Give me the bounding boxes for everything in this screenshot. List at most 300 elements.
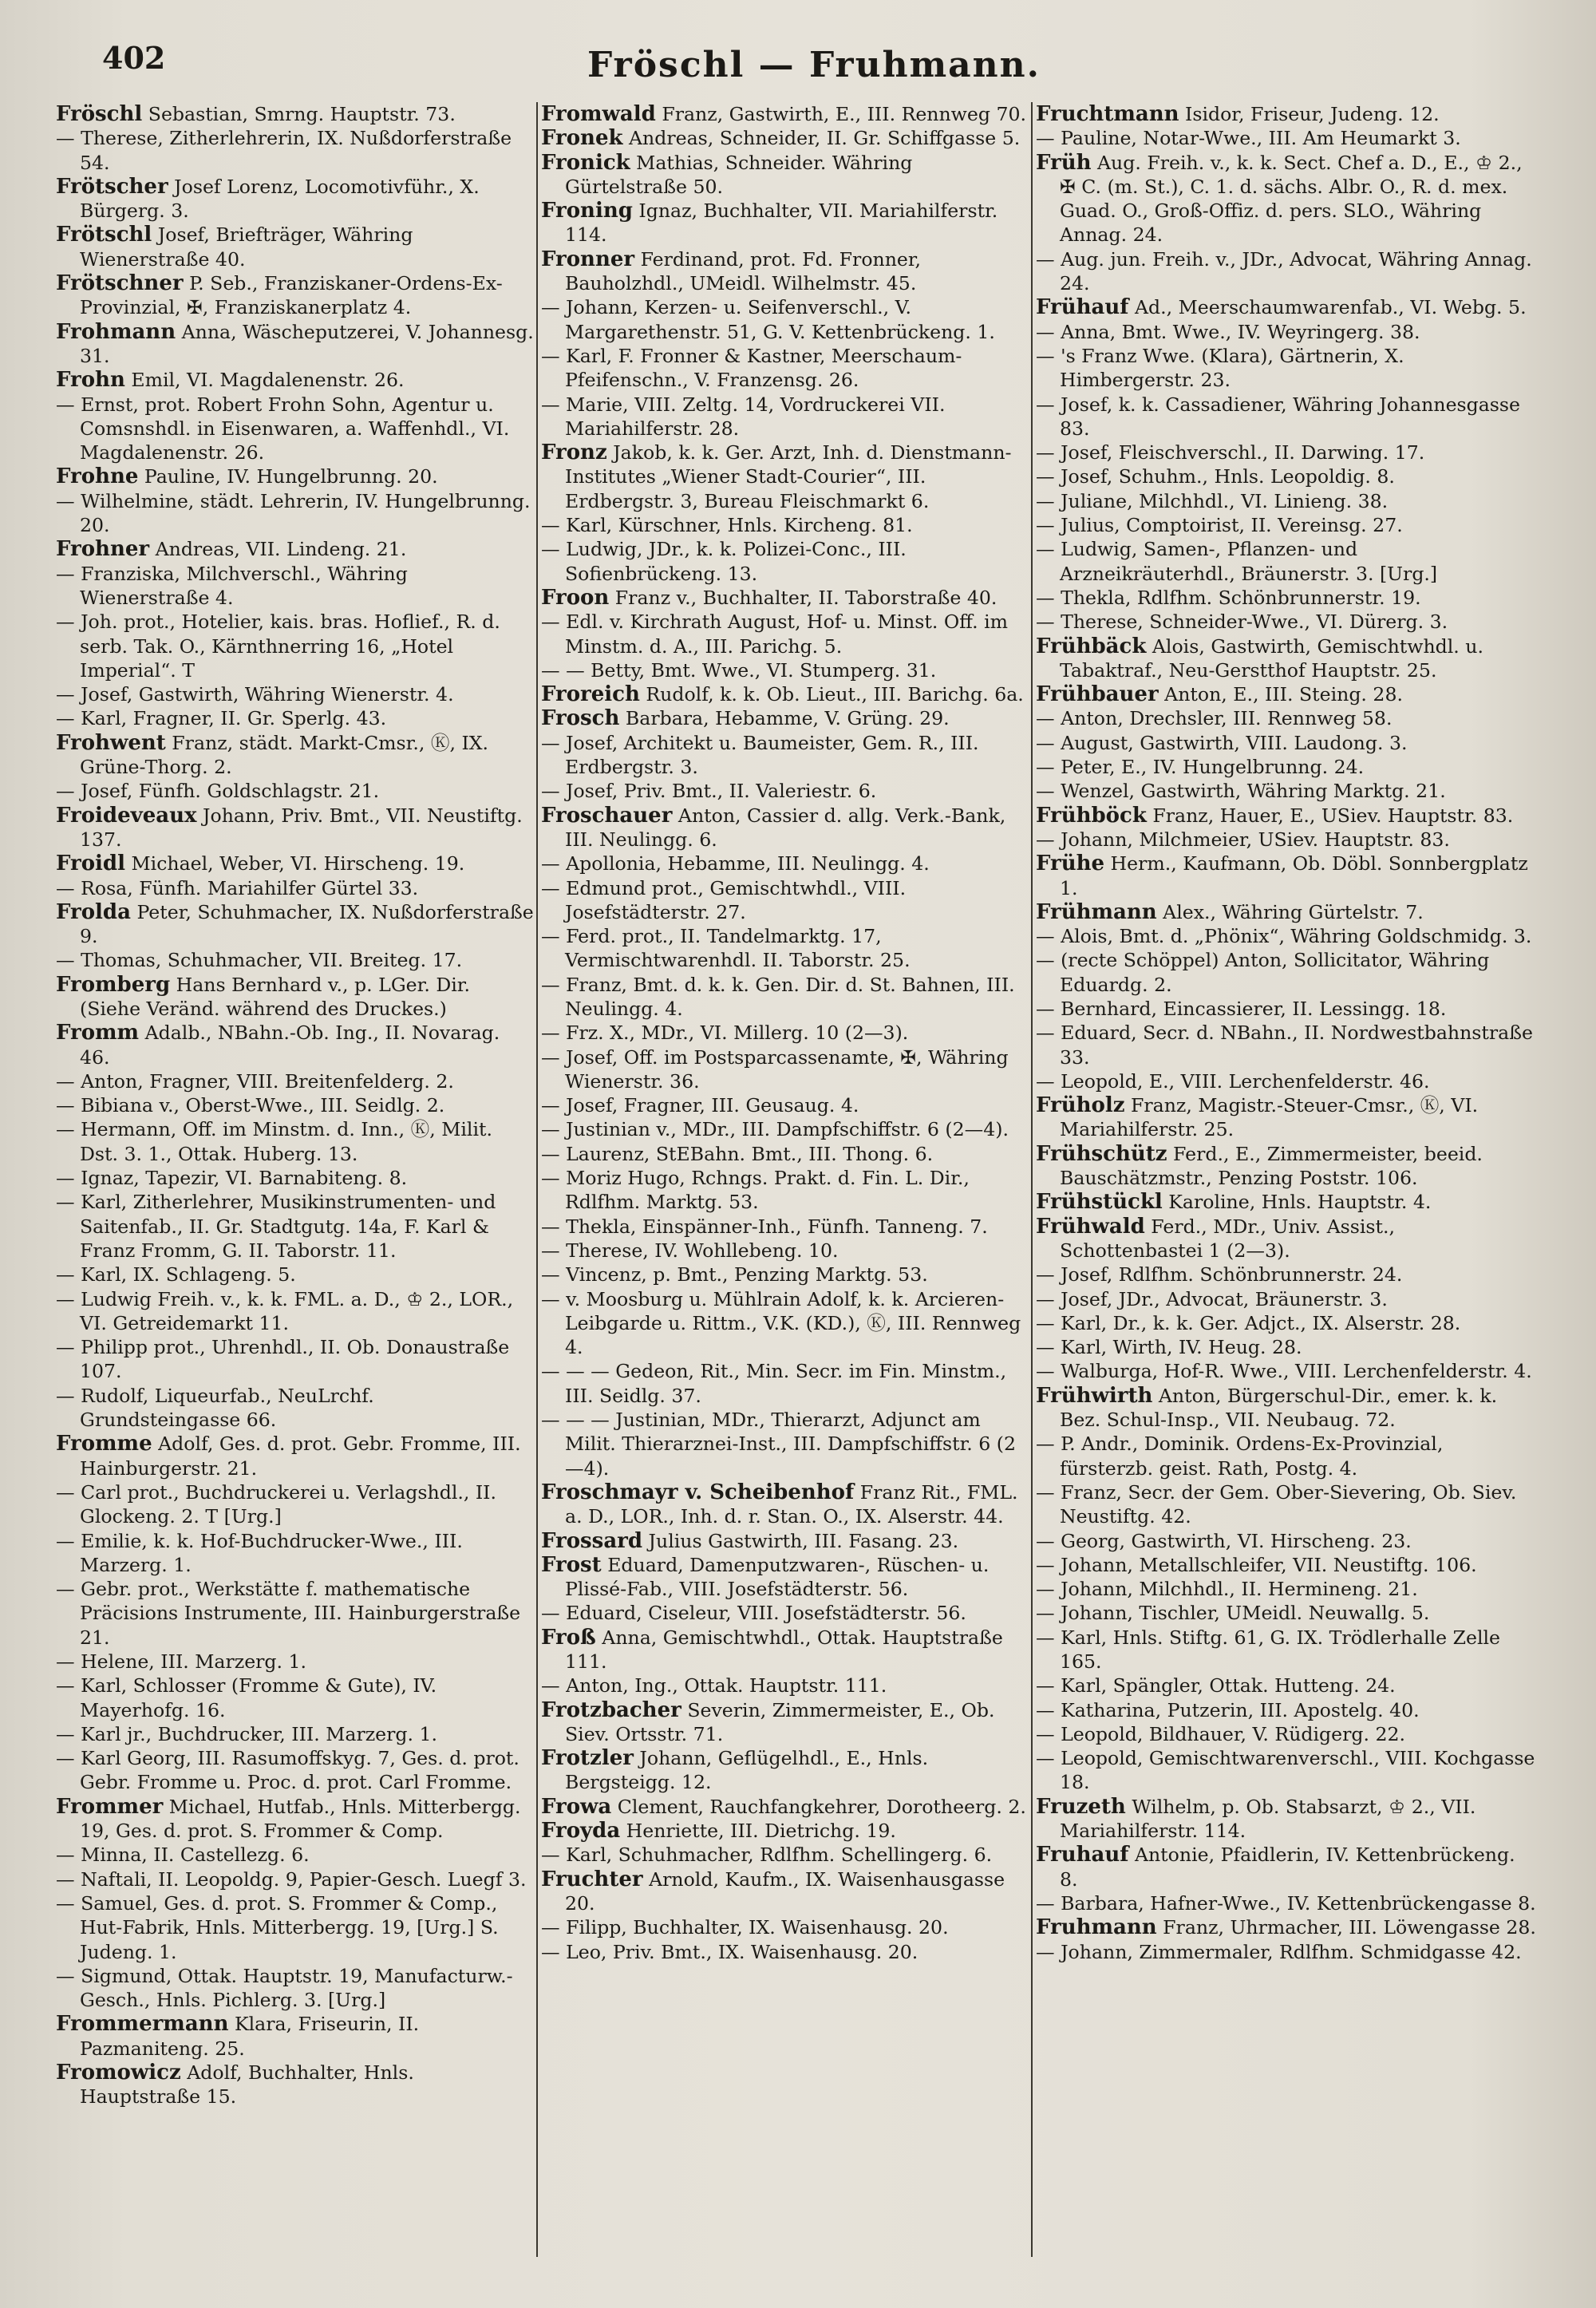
entry-surname: Fromme: [56, 1432, 152, 1456]
directory-entry: [56, 706, 535, 730]
directory-entry: [541, 126, 1029, 150]
directory-entry: [56, 271, 535, 320]
entry-surname: Frost: [541, 1552, 602, 1577]
entry-surname: Frühwald: [1036, 1214, 1145, 1239]
entry-text: — Julius, Comptoirist, II. Vereinsg. 27.: [1036, 514, 1403, 537]
entry-text: Anna, Wäscheputzerei, V. Johannesg. 31.: [80, 320, 534, 367]
directory-entry: [56, 126, 535, 175]
entry-text: — Joh. prot., Hotelier, kais. bras. Hoflief., R. d. serb. Tak. O., Kärnthnerring 16, „Hotel Imperial“. T: [56, 611, 500, 682]
directory-entry: [1036, 102, 1539, 126]
entry-text: Andreas, Schneider, II. Gr. Schiffgasse 5.: [622, 127, 1021, 150]
entry-text: Barbara, Hebamme, V. Grüng. 29.: [619, 707, 950, 730]
entry-surname: Frommer: [56, 1794, 164, 1819]
entry-surname: Froreich: [541, 682, 640, 707]
directory-entry: [56, 1384, 535, 1433]
entry-surname: Frötschl: [56, 223, 152, 247]
entry-text: — Ferd. prot., II. Tandelmarktg. 17, Vermischtwarenhdl. II. Taborstr. 25.: [541, 925, 911, 972]
entry-text: Anton, E., III. Steing. 28.: [1158, 683, 1403, 706]
column-rule: [1031, 102, 1033, 2257]
entry-text: P. Seb., Franziskaner-Ordens-Ex-Provinzial, ✠, Franziskanerplatz 4.: [80, 272, 503, 319]
entry-surname: Frohn: [56, 368, 125, 393]
entry-text: — Karl, Spängler, Ottak. Hutteng. 24.: [1036, 1674, 1396, 1697]
directory-entry: [1036, 489, 1539, 513]
directory-entry: [1036, 852, 1539, 900]
entry-surname: Fruchtmann: [1036, 102, 1179, 126]
directory-entry: [541, 1408, 1029, 1480]
entry-text: Anna, Gemischtwhdl., Ottak. Hauptstraße 111.: [565, 1626, 1003, 1673]
entry-text: — Gebr. prot., Werkstätte f. mathematische Präcisions Instrumente, III. Hainburgerstraße 21.: [56, 1578, 521, 1649]
directory-entry: [541, 804, 1029, 852]
directory-entry: [1036, 924, 1539, 948]
running-head: Fröschl — Fruhmann.: [587, 45, 1041, 85]
directory-entry: [541, 1117, 1029, 1141]
entry-text: — Naftali, II. Leopoldg. 9, Papier-Gesch. Luegf 3.: [56, 1867, 527, 1891]
entry-text: Andreas, VII. Lindeng. 21.: [149, 538, 407, 561]
entry-surname: Frühstückl: [1036, 1190, 1163, 1215]
directory-entry: [56, 562, 535, 611]
directory-entry: [56, 368, 535, 392]
entry-text: — Wilhelmine, städt. Lehrerin, IV. Hungelbrunng. 20.: [56, 489, 531, 537]
entry-text: — Karl jr., Buchdrucker, III. Marzerg. 1.: [56, 1722, 438, 1745]
directory-entry: [56, 779, 535, 803]
directory-entry: [541, 1359, 1029, 1408]
entry-text: — Josef, Fragner, III. Geusaug. 4.: [541, 1094, 859, 1117]
entry-text: — Karl, IX. Schlageng. 5.: [56, 1263, 296, 1286]
entry-text: Johann, Priv. Bmt., VII. Neustiftg. 137.: [80, 804, 523, 851]
entry-text: — Josef, k. k. Cassadiener, Währing Johannesgasse 83.: [1036, 393, 1520, 440]
entry-surname: Froidl: [56, 852, 125, 876]
directory-entry: [541, 1819, 1029, 1843]
entry-text: Ad., Meerschaumwarenfab., VI. Webg. 5.: [1128, 296, 1527, 319]
entry-text: — Josef, Architekt u. Baumeister, Gem. R., III. Erdbergstr. 3.: [541, 731, 979, 779]
entry-text: — P. Andr., Dominik. Ordens-Ex-Provinzial, fürsterzb. geist. Rath, Postg. 4.: [1036, 1433, 1444, 1480]
column-1: [56, 102, 535, 2289]
entry-text: — Justinian v., MDr., III. Dampfschiffstr. 6 (2—4).: [541, 1118, 1009, 1141]
entry-text: — Ludwig Freih. v., k. k. FML. a. D., ♔ 2., LOR., VI. Getreidemarkt 11.: [56, 1287, 514, 1334]
directory-entry: [56, 1964, 535, 2013]
entry-surname: Froß: [541, 1625, 596, 1650]
directory-entry: [1036, 1069, 1539, 1093]
entry-surname: Froschmayr v. Scheibenhof: [541, 1480, 855, 1504]
entry-text: Franz Rit., FML. a. D., LOR., Inh. d. r. Stan. O., IX. Alserstr. 44.: [565, 1480, 1018, 1528]
entry-text: — Johann, Zimmermaler, Rdlfhm. Schmidgasse 42.: [1036, 1940, 1522, 1963]
directory-entry: [541, 1843, 1029, 1867]
entry-surname: Froschauer: [541, 803, 673, 828]
entry-text: — Johann, Tischler, UMeidl. Neuwallg. 5.: [1036, 1602, 1430, 1625]
entry-text: Sebastian, Smrng. Hauptstr. 73.: [142, 103, 456, 125]
directory-entry: [56, 876, 535, 900]
directory-entry: [541, 586, 1029, 610]
entry-text: — Alois, Bmt. d. „Phönix“, Währing Goldschmidg. 3.: [1036, 925, 1532, 948]
directory-entry: [56, 464, 535, 488]
entry-text: — Leopold, Gemischtwarenverschl., VIII. Kochgasse 18.: [1036, 1747, 1535, 1794]
entry-surname: Frühauf: [1036, 295, 1129, 320]
directory-entry: [56, 731, 535, 780]
entry-text: Franz, Uhrmacher, III. Löwengasse 28.: [1156, 1916, 1536, 1939]
entry-text: Anton, Cassier d. allg. Verk.-Bank, III. Neulingg. 6.: [565, 804, 1006, 851]
directory-entry: [56, 175, 535, 223]
entry-text: — Carl prot., Buchdruckerei u. Verlagshdl., II. Glockeng. 2. T [Urg.]: [56, 1480, 496, 1528]
directory-entry: [1036, 828, 1539, 852]
entry-text: Julius Gastwirth, III. Fasang. 23.: [642, 1529, 959, 1552]
entry-text: — Ignaz, Tapezir, VI. Barnabiteng. 8.: [56, 1167, 408, 1190]
directory-entry: [1036, 1384, 1539, 1433]
directory-entry: [56, 393, 535, 465]
directory-entry: [1036, 1215, 1539, 1263]
entry-text: — Josef, Fleischverschl., II. Darwing. 17.: [1036, 441, 1425, 464]
directory-entry: [1036, 779, 1539, 803]
entry-text: — Hermann, Off. im Minstm. d. Inn., Ⓚ, Milit. Dst. 3. 1., Ottak. Huberg. 13.: [56, 1118, 492, 1165]
entry-surname: Frommermann: [56, 2012, 229, 2037]
column-rule: [536, 102, 538, 2257]
entry-text: — Moriz Hugo, Rchngs. Prakt. d. Fin. L. Dir., Rdlfhm. Marktg. 53.: [541, 1167, 970, 1214]
entry-text: — Eduard, Ciseleur, VIII. Josefstädterstr. 56.: [541, 1602, 966, 1625]
entry-text: — Barbara, Hafner-Wwe., IV. Kettenbrückengasse 8.: [1036, 1891, 1536, 1915]
directory-entry: [1036, 997, 1539, 1021]
directory-entry: [56, 1674, 535, 1722]
directory-entry: [1036, 682, 1539, 706]
directory-entry: [1036, 464, 1539, 488]
directory-entry: [1036, 1553, 1539, 1577]
entry-text: Ignaz, Buchhalter, VII. Mariahilferstr. 114.: [565, 200, 998, 247]
directory-entry: [541, 1239, 1029, 1263]
entry-text: — Therese, IV. Wohllebeng. 10.: [541, 1239, 839, 1262]
directory-entry: [1036, 1601, 1539, 1625]
entry-text: Aug. Freih. v., k. k. Sect. Chef a. D., E., ♔ 2., ✠ C. (m. St.), C. 1. d. sächs. Albr. O., R. d. mex. Guad. O., Groß-Offiz. d. pers. SLO., Währing Annag. 24.: [1060, 151, 1523, 247]
entry-text: — 's Franz Wwe. (Klara), Gärtnerin, X. Himbergerstr. 23.: [1036, 344, 1404, 392]
entry-surname: Früh: [1036, 150, 1092, 175]
entry-text: Eduard, Damenputzwaren-, Rüschen- u. Plissé-Fab., VIII. Josefstädterstr. 56.: [565, 1553, 990, 1601]
directory-entry: [56, 682, 535, 706]
entry-text: Clement, Rauchfangkehrer, Dorotheerg. 2.: [611, 1795, 1026, 1818]
directory-entry: [1036, 1940, 1539, 1964]
entry-text: — Therese, Schneider-Wwe., VI. Dürerg. 3.: [1036, 611, 1448, 634]
entry-text: — Therese, Zitherlehrerin, IX. Nußdorferstraße 54.: [56, 127, 512, 174]
directory-entry: [1036, 731, 1539, 755]
directory-entry: [1036, 1335, 1539, 1359]
entry-text: Jakob, k. k. Ger. Arzt, Inh. d. Dienstmann-Institutes „Wiener Stadt-Courier“, III. Erdbergstr. 3, Bureau Fleischmarkt 6.: [565, 441, 1012, 512]
entry-surname: Fruhauf: [1036, 1843, 1129, 1867]
directory-entry: [1036, 126, 1539, 150]
entry-text: — Sigmund, Ottak. Hauptstr. 19, Manufacturw.-Gesch., Hnls. Pichlerg. 3. [Urg.]: [56, 1964, 513, 2012]
entry-text: — Bibiana v., Oberst-Wwe., III. Seidlg. 2.: [56, 1094, 445, 1117]
entry-surname: Fromberg: [56, 972, 171, 997]
entry-surname: Fronick: [541, 150, 630, 175]
directory-entry: [1036, 151, 1539, 247]
entry-text: — Josef, Schuhm., Hnls. Leopoldig. 8.: [1036, 465, 1395, 488]
entry-text: — Filipp, Buchhalter, IX. Waisenhausg. 20.: [541, 1916, 949, 1939]
entry-text: — Philipp prot., Uhrenhdl., II. Ob. Donaustraße 107.: [56, 1336, 510, 1383]
entry-text: Peter, Schuhmacher, IX. Nußdorferstraße 9.: [80, 900, 534, 948]
directory-entry: [56, 1529, 535, 1578]
directory-entry: [56, 804, 535, 852]
directory-entry: [56, 320, 535, 369]
entry-surname: Fruchter: [541, 1867, 643, 1891]
entry-text: — Johann, Metallschleifer, VII. Neustiftg. 106.: [1036, 1553, 1477, 1576]
directory-entry: [56, 537, 535, 561]
entry-text: — Karl Georg, III. Rasumoffskyg. 7, Ges. d. prot. Gebr. Fromme u. Proc. d. prot. Carl Fromme.: [56, 1747, 519, 1794]
entry-text: Alex., Währing Gürtelstr. 7.: [1156, 900, 1424, 923]
directory-entry: [1036, 1359, 1539, 1383]
entry-text: — Emilie, k. k. Hof-Buchdrucker-Wwe., III. Marzerg. 1.: [56, 1529, 463, 1576]
directory-entry: [56, 948, 535, 972]
entry-text: — Franz, Secr. der Gem. Ober-Sievering, Ob. Siev. Neustiftg. 42.: [1036, 1480, 1517, 1528]
entry-text: — Walburga, Hof-R. Wwe., VIII. Lerchenfelderstr. 4.: [1036, 1360, 1532, 1383]
directory-entry: [56, 1190, 535, 1263]
directory-entry: [541, 295, 1029, 344]
entry-surname: Frolda: [56, 899, 131, 924]
entry-text: — v. Moosburg u. Mühlrain Adolf, k. k. Arcieren-Leibgarde u. Rittm., V.K. (KD.), Ⓚ, III. Rennweg 4.: [541, 1287, 1021, 1359]
directory-entry: [1036, 1142, 1539, 1191]
directory-entry: [541, 513, 1029, 537]
entry-text: Josef Lorenz, Locomotivführ., X. Bürgerg. 3.: [80, 175, 480, 223]
directory-entry: [541, 199, 1029, 247]
directory-entry: [1036, 537, 1539, 586]
directory-entry: [56, 1287, 535, 1336]
entry-text: — Karl, Kürschner, Hnls. Kircheng. 81.: [541, 514, 913, 537]
directory-entry: [541, 973, 1029, 1022]
directory-entry: [1036, 1021, 1539, 1069]
entry-text: Adalb., NBahn.-Ob. Ing., II. Novarag. 46.: [80, 1022, 500, 1069]
directory-entry: [56, 1843, 535, 1867]
directory-entry: [1036, 1698, 1539, 1722]
entry-text: Mathias, Schneider. Währing Gürtelstraße 50.: [565, 151, 913, 198]
directory-entry: [1036, 755, 1539, 779]
entry-text: — Josef, Priv. Bmt., II. Valeriestr. 6.: [541, 780, 877, 803]
directory-entry: [541, 1142, 1029, 1166]
directory-entry: [541, 610, 1029, 658]
directory-entry: [56, 1891, 535, 1964]
entry-text: — Anton, Fragner, VIII. Breitenfelderg. 2.: [56, 1069, 454, 1093]
directory-entry: [1036, 948, 1539, 997]
entry-surname: Fromwald: [541, 102, 656, 126]
directory-entry: [1036, 1891, 1539, 1915]
directory-entry: [56, 1432, 535, 1480]
entry-text: — Anton, Drechsler, III. Rennweg 58.: [1036, 707, 1393, 730]
entry-text: — Josef, Fünfh. Goldschlagstr. 21.: [56, 780, 380, 803]
entry-surname: Frohner: [56, 537, 150, 562]
entry-text: — Karl, Dr., k. k. Ger. Adjct., IX. Alserstr. 28.: [1036, 1311, 1461, 1334]
directory-entry: [56, 852, 535, 875]
entry-text: Herm., Kaufmann, Ob. Döbl. Sonnbergplatz 1.: [1060, 852, 1528, 899]
column-2: [541, 102, 1029, 2289]
directory-entry: [541, 1215, 1029, 1239]
entry-surname: Frohwent: [56, 730, 166, 755]
directory-entry: [56, 973, 535, 1022]
directory-entry: [56, 1650, 535, 1674]
directory-entry: [541, 344, 1029, 393]
directory-entry: [541, 682, 1029, 706]
entry-text: — Minna, II. Castellezg. 6.: [56, 1844, 310, 1867]
column-3: [1036, 102, 1539, 2289]
entry-text: — Ernst, prot. Robert Frohn Sohn, Agentur u. Comsnshdl. in Eisenwaren, a. Waffenhdl., VI. Magdalenenstr. 26.: [56, 393, 510, 464]
directory-entry: [541, 1480, 1029, 1529]
entry-surname: Frowa: [541, 1794, 612, 1819]
directory-entry: [56, 900, 535, 949]
entry-text: Klara, Friseurin, II. Pazmaniteng. 25.: [80, 2013, 420, 2060]
entry-text: — Ludwig, Samen-, Pflanzen- und Arzneikräuterhdl., Bräunerstr. 3. [Urg.]: [1036, 538, 1438, 585]
entry-text: — Karl, Hnls. Stiftg. 61, G. IX. Trödlerhalle Zelle 165.: [1036, 1626, 1501, 1673]
entry-text: — Bernhard, Eincassierer, II. Lessingg. 18.: [1036, 997, 1447, 1020]
entry-text: — Pauline, Notar-Wwe., III. Am Heumarkt 3.: [1036, 127, 1461, 150]
entry-text: — Helene, III. Marzerg. 1.: [56, 1650, 307, 1673]
directory-entry: [541, 779, 1029, 803]
entry-surname: Froning: [541, 199, 633, 223]
directory-entry: [541, 537, 1029, 586]
directory-entry: [541, 1263, 1029, 1286]
entry-surname: Frosch: [541, 706, 620, 731]
entry-text: — Franziska, Milchverschl., Währing Wienerstraße 4.: [56, 562, 408, 609]
directory-entry: [541, 1795, 1029, 1819]
directory-entry: [56, 1021, 535, 1069]
entry-text: Antonie, Pfaidlerin, IV. Kettenbrückeng. 8.: [1060, 1844, 1515, 1891]
directory-entry: [541, 1553, 1029, 1602]
directory-entry: [1036, 804, 1539, 828]
directory-entry: [56, 1335, 535, 1384]
page-number: 402: [102, 40, 166, 76]
entry-text: Ferd., E., Zimmermeister, beeid. Bauschätzmstr., Penzing Poststr. 106.: [1060, 1142, 1483, 1190]
entry-text: Michael, Hutfab., Hnls. Mitterbergg. 19, Ges. d. prot. S. Frommer & Comp.: [80, 1795, 521, 1843]
directory-entry: [1036, 513, 1539, 537]
entry-text: — Josef, JDr., Advocat, Bräunerstr. 3.: [1036, 1287, 1388, 1310]
directory-entry: [1036, 441, 1539, 464]
directory-entry: [541, 393, 1029, 441]
directory-entry: [1036, 1263, 1539, 1286]
entry-surname: Frotzbacher: [541, 1697, 681, 1722]
entry-surname: Fromowicz: [56, 2061, 181, 2085]
directory-entry: [1036, 1722, 1539, 1746]
entry-text: — Karl, Zitherlehrer, Musikinstrumenten- und Saitenfab., II. Gr. Stadtgutg. 14a, F. Karl & Franz Fromm, G. II. Taborstr. 11.: [56, 1191, 496, 1262]
entry-text: Franz, Hauer, E., USiev. Hauptstr. 83.: [1146, 804, 1514, 827]
directory-entry: [1036, 586, 1539, 610]
entry-text: — Apollonia, Hebamme, III. Neulingg. 4.: [541, 852, 930, 875]
entry-text: — Thekla, Rdlfhm. Schönbrunnerstr. 19.: [1036, 586, 1421, 609]
entry-text: Rudolf, k. k. Ob. Lieut., III. Barichg. 6a.: [639, 683, 1024, 706]
directory-entry: [56, 1722, 535, 1746]
directory-entry: [1036, 610, 1539, 634]
directory-entry: [1036, 1626, 1539, 1674]
entry-text: — Peter, E., IV. Hungelbrunng. 24.: [1036, 756, 1365, 779]
directory-entry: [1036, 1432, 1539, 1480]
directory-entry: [56, 1795, 535, 1844]
directory-entry: [541, 1915, 1029, 1939]
entry-text: Karoline, Hnls. Hauptstr. 4.: [1162, 1191, 1432, 1214]
entry-text: — Laurenz, StEBahn. Bmt., III. Thong. 6.: [541, 1142, 934, 1165]
directory-entry: [541, 1746, 1029, 1795]
entry-text: — August, Gastwirth, VIII. Laudong. 3.: [1036, 731, 1408, 754]
directory-entry: [1036, 295, 1539, 319]
entry-text: — Leo, Priv. Bmt., IX. Waisenhausg. 20.: [541, 1940, 918, 1963]
entry-surname: Fruzeth: [1036, 1794, 1126, 1819]
directory-entry: [56, 489, 535, 538]
entry-text: — Edl. v. Kirchrath August, Hof- u. Minst. Off. im Minstm. d. A., III. Parichg. 5.: [541, 611, 1009, 658]
entry-surname: Frühwirth: [1036, 1383, 1153, 1408]
directory-entry: [541, 151, 1029, 200]
entry-text: Henriette, III. Dietrichg. 19.: [620, 1820, 896, 1843]
directory-entry: [1036, 320, 1539, 344]
directory-entry: [541, 1674, 1029, 1697]
entry-text: Hans Bernhard v., p. LGer. Dir. (Siehe Veränd. während des Druckes.): [80, 973, 470, 1020]
entry-surname: Frohne: [56, 464, 139, 489]
entry-text: Johann, Geflügelhdl., E., Hnls. Bergsteigg. 12.: [565, 1747, 929, 1794]
entry-text: Franz, städt. Markt-Cmsr., Ⓚ, IX. Grüne-Thorg. 2.: [80, 731, 489, 779]
directory-entry: [1036, 1915, 1539, 1939]
directory-entry: [1036, 1287, 1539, 1311]
entry-surname: Fromm: [56, 1021, 140, 1045]
entry-text: — Vincenz, p. Bmt., Penzing Marktg. 53.: [541, 1263, 928, 1286]
entry-surname: Früholz: [1036, 1093, 1125, 1118]
entry-text: — Rosa, Fünfh. Mariahilfer Gürtel 33.: [56, 876, 419, 899]
directory-entry: [56, 2012, 535, 2061]
directory-entry: [541, 1045, 1029, 1094]
entry-surname: Frühmann: [1036, 899, 1157, 924]
entry-text: Adolf, Buchhalter, Hnls. Hauptstraße 15.: [80, 2061, 414, 2108]
entry-text: — (recte Schöppel) Anton, Sollicitator, Währing Eduardg. 2.: [1036, 949, 1490, 996]
entry-surname: Froideveaux: [56, 803, 197, 828]
directory-entry: [541, 731, 1029, 780]
directory-entry: [1036, 344, 1539, 393]
directory-entry: [1036, 1795, 1539, 1844]
directory-entry: [1036, 1190, 1539, 1214]
directory-entry: [541, 1698, 1029, 1747]
entry-text: Ferdinand, prot. Fd. Fronner, Bauholzhdl., UMeidl. Wilhelmstr. 45.: [565, 247, 922, 295]
entry-text: — — — Gedeon, Rit., Min. Secr. im Fin. Minstm., III. Seidlg. 37.: [541, 1360, 1007, 1407]
entry-surname: Fronz: [541, 441, 607, 465]
directory-entry: [1036, 1843, 1539, 1891]
entry-surname: Froon: [541, 585, 610, 610]
entry-text: — Rudolf, Liqueurfab., NeuLrchf. Grundsteingasse 66.: [56, 1384, 374, 1432]
entry-surname: Fruhmann: [1036, 1915, 1157, 1940]
directory-entry: [541, 1166, 1029, 1215]
entry-text: — Karl, Schlosser (Fromme & Gute), IV. Mayerhofg. 16.: [56, 1674, 437, 1721]
entry-text: — Josef, Rdlfhm. Schönbrunnerstr. 24.: [1036, 1263, 1403, 1286]
entry-surname: Frühschütz: [1036, 1141, 1167, 1166]
directory-entry: [56, 1166, 535, 1190]
entry-text: Isidor, Friseur, Judeng. 12.: [1179, 103, 1440, 125]
entry-text: — Karl, Schuhmacher, Rdlfhm. Schellingerg. 6.: [541, 1844, 993, 1867]
directory-entry: [56, 1577, 535, 1650]
entry-text: — Anna, Bmt. Wwe., IV. Weyringerg. 38.: [1036, 320, 1420, 343]
directory-entry: [56, 1069, 535, 1093]
directory-entry: [1036, 1480, 1539, 1529]
entry-surname: Froyda: [541, 1819, 621, 1844]
directory-entry: [541, 876, 1029, 925]
directory-entry: [541, 924, 1029, 973]
entry-text: — Frz. X., MDr., VI. Millerg. 10 (2—3).: [541, 1022, 909, 1045]
entry-text: — — Betty, Bmt. Wwe., VI. Stumperg. 31.: [541, 658, 937, 682]
directory-entry: [56, 610, 535, 682]
entry-text: — Johann, Kerzen- u. Seifenverschl., V. Margarethenstr. 51, G. V. Kettenbrückeng. 1.: [541, 296, 995, 343]
entry-text: — Juliane, Milchhdl., VI. Linieng. 38.: [1036, 489, 1389, 512]
entry-text: Wilhelm, p. Ob. Stabsarzt, ♔ 2., VII. Mariahilferstr. 114.: [1060, 1795, 1476, 1843]
directory-entry: [541, 852, 1029, 875]
entry-text: Anton, Bürgerschul-Dir., emer. k. k. Bez. Schul-Insp., VII. Neubaug. 72.: [1060, 1384, 1498, 1432]
entry-text: Franz, Gastwirth, E., III. Rennweg 70.: [655, 103, 1026, 125]
directory-entry: [541, 1940, 1029, 1964]
entry-text: Ferd., MDr., Univ. Assist., Schottenbastei 1 (2—3).: [1060, 1215, 1396, 1262]
entry-text: Franz v., Buchhalter, II. Taborstraße 40.: [609, 586, 998, 609]
directory-entry: [1036, 1093, 1539, 1142]
entry-text: — Ludwig, JDr., k. k. Polizei-Conc., III. Sofienbrückeng. 13.: [541, 538, 907, 585]
entry-text: — Edmund prot., Gemischtwhdl., VIII. Josefstädterstr. 27.: [541, 876, 907, 923]
entry-text: — Johann, Milchmeier, USiev. Hauptstr. 83.: [1036, 828, 1450, 851]
entry-surname: Fröschl: [56, 102, 143, 126]
entry-surname: Frötschner: [56, 271, 184, 296]
directory-entry: [1036, 393, 1539, 441]
entry-text: — Marie, VIII. Zeltg. 14, Vordruckerei VII. Mariahilferstr. 28.: [541, 393, 946, 440]
entry-text: — Thekla, Einspänner-Inh., Fünfh. Tanneng. 7.: [541, 1215, 988, 1238]
entry-surname: Frühbauer: [1036, 682, 1159, 707]
